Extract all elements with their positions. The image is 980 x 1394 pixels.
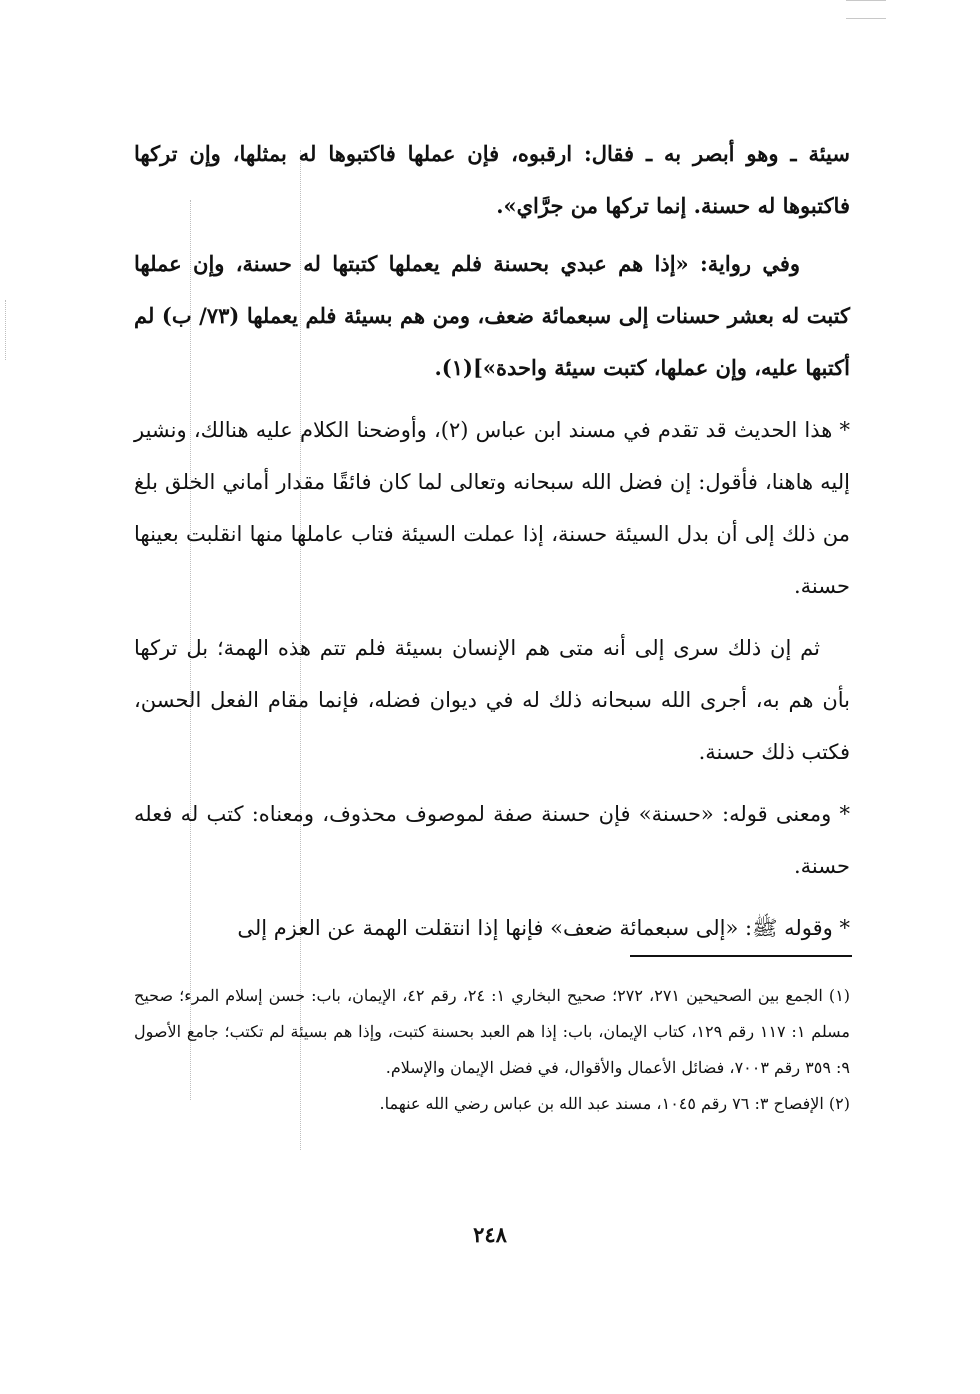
footnote-2: (٢) الإفصاح ٣: ٧٦ رقم ١٠٤٥، مسند عبد الله بن عباس رضي الله عنهما. bbox=[379, 1094, 850, 1113]
paragraph-1: سيئة ـ وهو أبصر به ـ فقال: ارقبوه، فإن عملها فاكتبوها له بمثلها، وإن تركها فاكتبوها له حسنة. إنما تركها من جرَّاي». bbox=[134, 141, 850, 218]
paragraph-2-text: وفي رواية: «إذا هم عبدي بحسنة فلم يعملها كتبتها له حسنة، وإن عملها كتبت له بعشر حسنات إلى سبعمائة ضعف، ومن هم بسيئة فلم يعملها (٧٣/ ب) لم أكتبها عليه، وإن عملها، كتبت سيئة واحدة»](١). bbox=[134, 251, 850, 380]
scan-dots-left bbox=[5, 300, 6, 360]
footnote-separator bbox=[630, 955, 852, 957]
paragraph-3: * هذا الحديث قد تقدم في مسند ابن عباس (٢)، وأوضحنا الكلام عليه هنالك، ونشير إليه هاهنا، فأقول: إن فضل الله سبحانه وتعالى لما كان فائقًا مقدار أماني الخلق بلغ من ذلك إلى أن بدل السيئة حسنة، إذا عملت السيئة فتاب عاملها منها انقلبت بعينها حسنة. bbox=[134, 418, 851, 598]
scan-mark-top-2 bbox=[846, 18, 886, 19]
footnotes bbox=[134, 978, 850, 1122]
paragraph-4: ثم إن ذلك سرى إلى أنه متى هم الإنسان بسيئة فلم تتم هذه الهمة؛ بل تركها بأن هم به، أجرى الله سبحانه ذلك له في ديوان فضله، فإنما مقام الفعل الحسن، فكتب ذلك حسنة. bbox=[134, 636, 850, 764]
scan-mark-top bbox=[846, 0, 886, 1]
main-text bbox=[134, 128, 850, 954]
page-number: ٢٤٨ bbox=[473, 1222, 507, 1247]
paragraph-5: * ومعنى قوله: «حسنة» فإن حسنة صفة لموصوف محذوف، ومعناه: كتب له فعله حسنة. bbox=[134, 802, 850, 878]
paragraph-2 bbox=[134, 238, 850, 394]
paragraph-6: * وقوله ﷺ: «إلى سبعمائة ضعف» فإنها إذا انتقلت الهمة عن العزم إلى bbox=[237, 916, 850, 940]
footnote-1: (١) الجمع بين الصحيحين ٢٧١، ٢٧٢؛ صحيح البخاري ١: ٢٤، رقم ٤٢، الإيمان، باب: حسن إسلام المرء؛ صحيح مسلم ١: ١١٧ رقم ١٢٩، كتاب الإيمان، باب: إذا هم العبد بحسنة كتبت، وإذا هم بسيئة لم تكتب؛ جامع الأصول ٩: ٣٥٩ رقم ٧٠٠٣، فضائل الأعمال والأقوال، في فضل الإيمان والإسلام. bbox=[134, 986, 851, 1077]
